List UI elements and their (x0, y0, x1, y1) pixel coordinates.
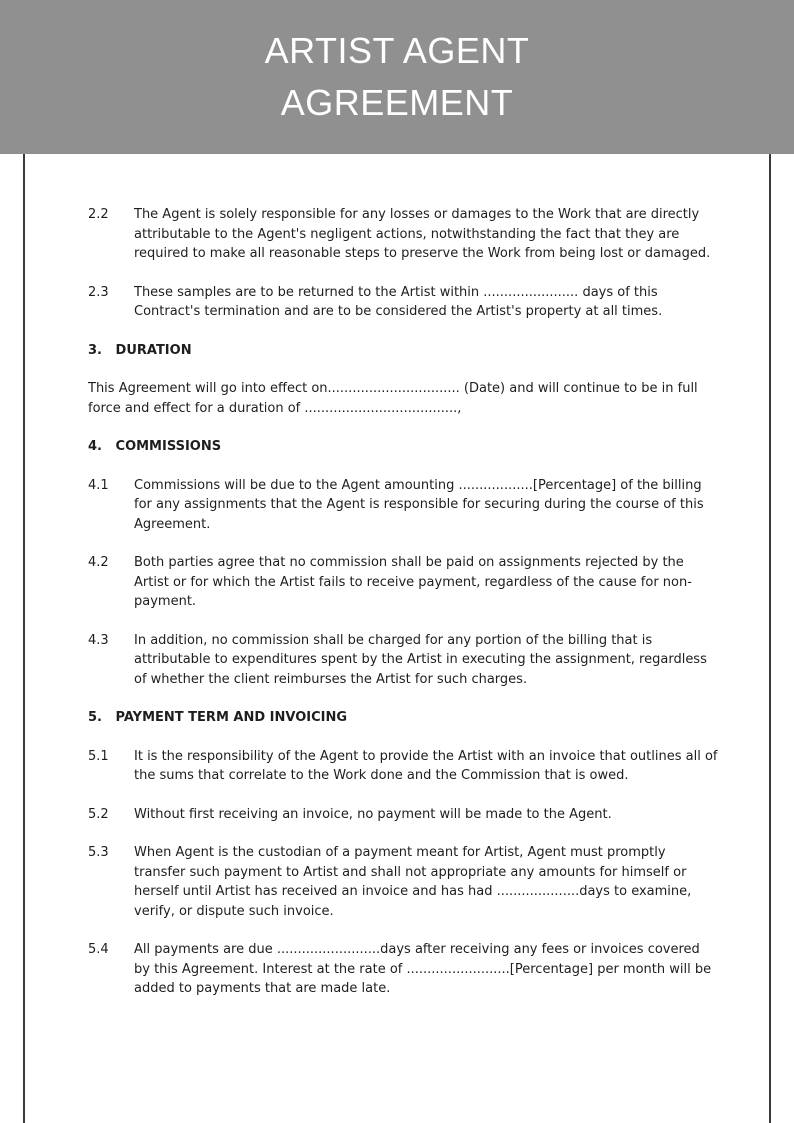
clause-text: These samples are to be returned to the Artist within ....................... days of this Contract's termination and are to be considered the Artist's property at all times. (134, 284, 663, 319)
clause-5-2 (88, 805, 718, 825)
clause-number: 5.3 (88, 845, 109, 860)
clause-number: 4.3 (88, 632, 109, 648)
clause-4-3 (88, 631, 718, 690)
page-border-left (23, 154, 25, 1123)
section-title: COMMISSIONS (115, 439, 222, 454)
clause-number: 4.2 (88, 555, 109, 570)
clause-number: 5.2 (88, 806, 109, 822)
clause-4-1 (88, 476, 718, 535)
section-title: DURATION (115, 342, 192, 358)
clause-number: 2.3 (88, 284, 109, 300)
section-heading-payment (88, 708, 718, 728)
clause-number: 5.1 (88, 748, 109, 764)
clause-text: The Agent is solely responsible for any losses or damages to the Work that are directly attributable to the Agent's negligent actions, notwithstanding the fact that they are required to make all reasonable steps to preserve the Work from being lost or damaged. (134, 207, 711, 261)
clause-5-3 (88, 843, 718, 921)
clause-text: Both parties agree that no commission shall be paid on assignments rejected by the Artist or for which the Artist fails to receive payment, regardless of the cause for non-payment. (134, 555, 692, 609)
section-heading-duration (88, 341, 718, 361)
clause-2-3 (88, 283, 718, 322)
document-body (88, 205, 718, 1018)
duration-paragraph: This Agreement will go into effect on................................ (Date) and will continue to be in full force and effect for a duration of ....................................., (88, 381, 698, 416)
clause-text: In addition, no commission shall be charged for any portion of the billing that is attributable to expenditures spent by the Artist in executing the assignment, regardless of whether the client reimburses the Artist for such charges. (134, 632, 707, 687)
clause-number: 2.2 (88, 207, 109, 222)
section-number: 3. (88, 342, 102, 358)
section-number: 4. (88, 439, 102, 454)
clause-number: 4.1 (88, 477, 109, 493)
title-banner (0, 0, 794, 154)
clause-text: When Agent is the custodian of a payment meant for Artist, Agent must promptly transfer such payment to Artist and shall not appropriate any amounts for himself or herself until Artist has received an invoice and has had ....................days to examine, verify, or dispute such invoice. (134, 845, 692, 919)
clause-2-2 (88, 205, 718, 264)
section-title: PAYMENT TERM AND INVOICING (115, 710, 348, 725)
clause-number: 5.4 (88, 942, 109, 957)
clause-5-4 (88, 940, 718, 999)
title-line-2: AGREEMENT (280, 82, 514, 123)
clause-text: It is the responsibility of the Agent to provide the Artist with an invoice that outlines all of the sums that correlate to the Work done and the Commission that is owed. (134, 748, 718, 783)
section-heading-commissions (88, 437, 718, 457)
title-line-1: ARTIST AGENT (264, 30, 530, 71)
clause-text: All payments are due .........................days after receiving any fees or invoices covered by this Agreement. Interest at the rate of .........................[Percentage] per month will be added to payments that are made late. (134, 942, 712, 996)
section-number: 5. (88, 710, 102, 725)
clause-text: Without first receiving an invoice, no payment will be made to the Agent. (134, 806, 612, 822)
clause-4-2 (88, 553, 718, 612)
clause-text: Commissions will be due to the Agent amounting ..................[Percentage] of the billing for any assignments that the Agent is responsible for securing during the course of this Agreement. (134, 477, 704, 532)
page-border-right (769, 154, 771, 1123)
clause-5-1 (88, 747, 718, 786)
